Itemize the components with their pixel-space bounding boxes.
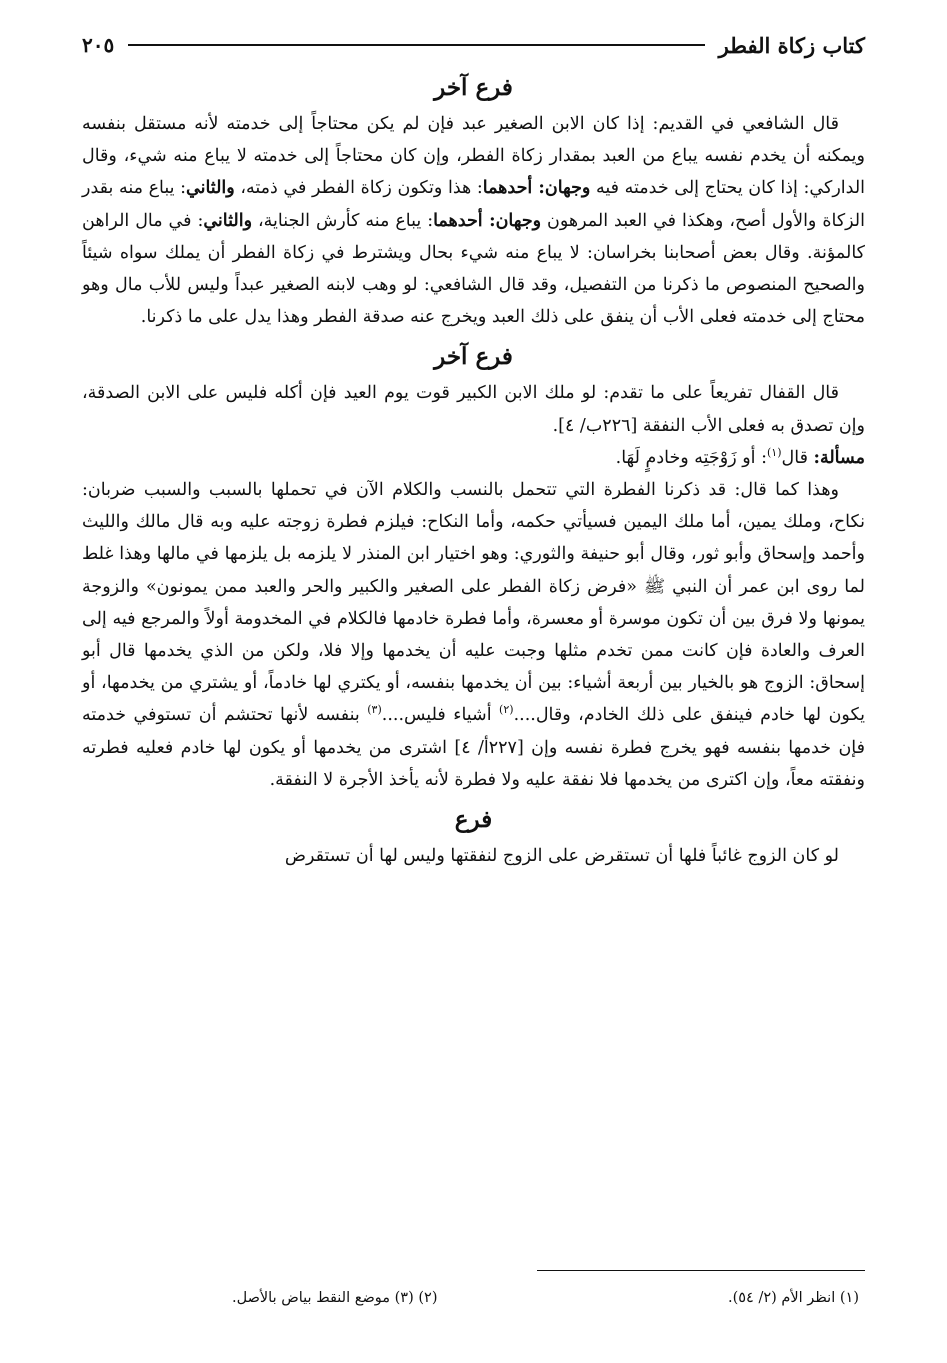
section-heading: فرع آخر xyxy=(434,343,513,371)
term-bold: وجهان: أحدهما xyxy=(433,210,542,231)
footnote-marker: (١) xyxy=(767,446,782,459)
term-bold: وجهان: أحدهما xyxy=(482,178,591,199)
footnote-marker: (٣) xyxy=(367,703,382,717)
footnote-row xyxy=(82,1285,865,1311)
paragraph: وهذا كما قال: قد ذكرنا الفطرة التي تتحمل بالنسب والكلام الآن في تحملها بالسبب والسبب ضربان: نكاح، وملك يمين، أما ملك اليمين فسيأتي حكمه، وأما النكاح: فيلزم فطرة زوجته عليه وبه قال مالك والليث وأحمد وإسحاق وأبو ثور، وقال أبو حنيفة والثوري: وهو اختيار ابن المنذر لا يلزمه بل يلزمها في مالها وهذا غلط لما روى ابن عمر أن النبي ﷺ «فرض زكاة الفطر على الصغير والكبير والحر والعبد ممن يمونون» والزوجة يمونها ولا فرق بين أن تكون موسرة أو معسرة، وأما فطرة خادمها فالكلام في المخدومة أولاً والمرجع فيه إلى العرف والعادة فإن كانت ممن تخدم مثلها وجبت عليه أن يخدمها وإلا فلا، ولكن من الذي يخدمها قال أبو إسحاق: الزوج هو بالخيار بين أربعة أشياء: بين أن يخدمها بنفسه، أو يكتري لها خادماً، أو يشتري من يخدمها، أو يكون لها خادم فينفق على ذلك الخادم، وقال....$^{(٢)}$ أشياء فليس....$^{(٣)}$ بنفسه لأنها تحتشم أن تستوفي خدمته فإن خدمها بنفسه فهو يخرج فطرة نفسه وإن [٢٢٧أ/ ٤] اشترى من يخدمها أو يكون لها خادم فعليه فطرته ونفقته معاً، وإن اكترى من يخدمها فلا نفقة عليه ولا فطرة لأنه يأخذ الأجرة لا النفقة. xyxy=(82,480,865,790)
masala-label: مسألة: xyxy=(813,447,865,468)
masala-line: مسألة: قال$^{(١)}$: أو زَوْجَتِه وخادمٍ لَهَا. xyxy=(615,446,865,468)
footnote-rule xyxy=(537,1270,865,1271)
footnote-marker: (٢) xyxy=(499,703,514,717)
running-header xyxy=(82,28,865,62)
footnote-2-3: (٢) (٣) موضع النقط بياض بالأصل. xyxy=(232,1290,438,1306)
header-rule xyxy=(128,44,704,46)
page-number: ٢٠٥ xyxy=(82,33,115,57)
footnote-1: (١) انظر الأم (٢/ ٥٤). xyxy=(727,1290,859,1306)
term-bold: والثاني xyxy=(186,178,235,199)
paragraph: قال القفال تفريعاً على ما تقدم: لو ملك الابن الكبير قوت يوم العيد فإن أكله فليس على الابن الصدقة، وإن تصدق به فعلى الأب النفقة [٢٢٦ب/ ٤]. xyxy=(82,383,865,436)
paragraph: قال الشافعي في القديم: إذا كان الابن الصغير عبد فإن لم يكن محتاجاً إلى خدمته لأنه مستقل بنفسه ويمكنه أن يخدم نفسه يباع من العبد بمقدار زكاة الفطر، وإن كان محتاجاً إلى خدمته لا يباع منه شيء، وقال الداركي: إذا كان يحتاج إلى خدمته فيه وجهان: أحدهما: هذا وتكون زكاة الفطر في ذمته، والثاني: يباع منه بقدر الزكاة والأول أصح، وهكذا في العبد المرهون وجهان: أحدهما: يباع منه كأرش الجناية، والثاني: في مال الراهن كالمؤنة. وقال بعض أصحابنا بخراسان: لا يباع منه شيء بحال ويشترط في زكاة الفطر أن يملك سواه شيئاً والصحيح المنصوص ما ذكرنا من التفصيل، وقد قال الشافعي: لو وهب لابنه الصغير عبداً وليس للأب مال وهو محتاج إلى خدمته فعلى الأب أن ينفق على ذلك العبد ويخرج عنه صدقة الفطر وهذا يدل على ما ذكرنا. xyxy=(82,114,866,328)
section-heading: فرع xyxy=(454,806,493,834)
section-heading: فرع آخر xyxy=(434,74,513,101)
term-bold: والثاني xyxy=(203,210,253,231)
footnotes xyxy=(82,1270,865,1311)
paragraph: لو كان الزوج غائباً فلها أن تستقرض على الزوج لنفقتها وليس لها أن تستقرض xyxy=(284,846,839,867)
running-title: كتاب زكاة الفطر xyxy=(718,32,865,58)
